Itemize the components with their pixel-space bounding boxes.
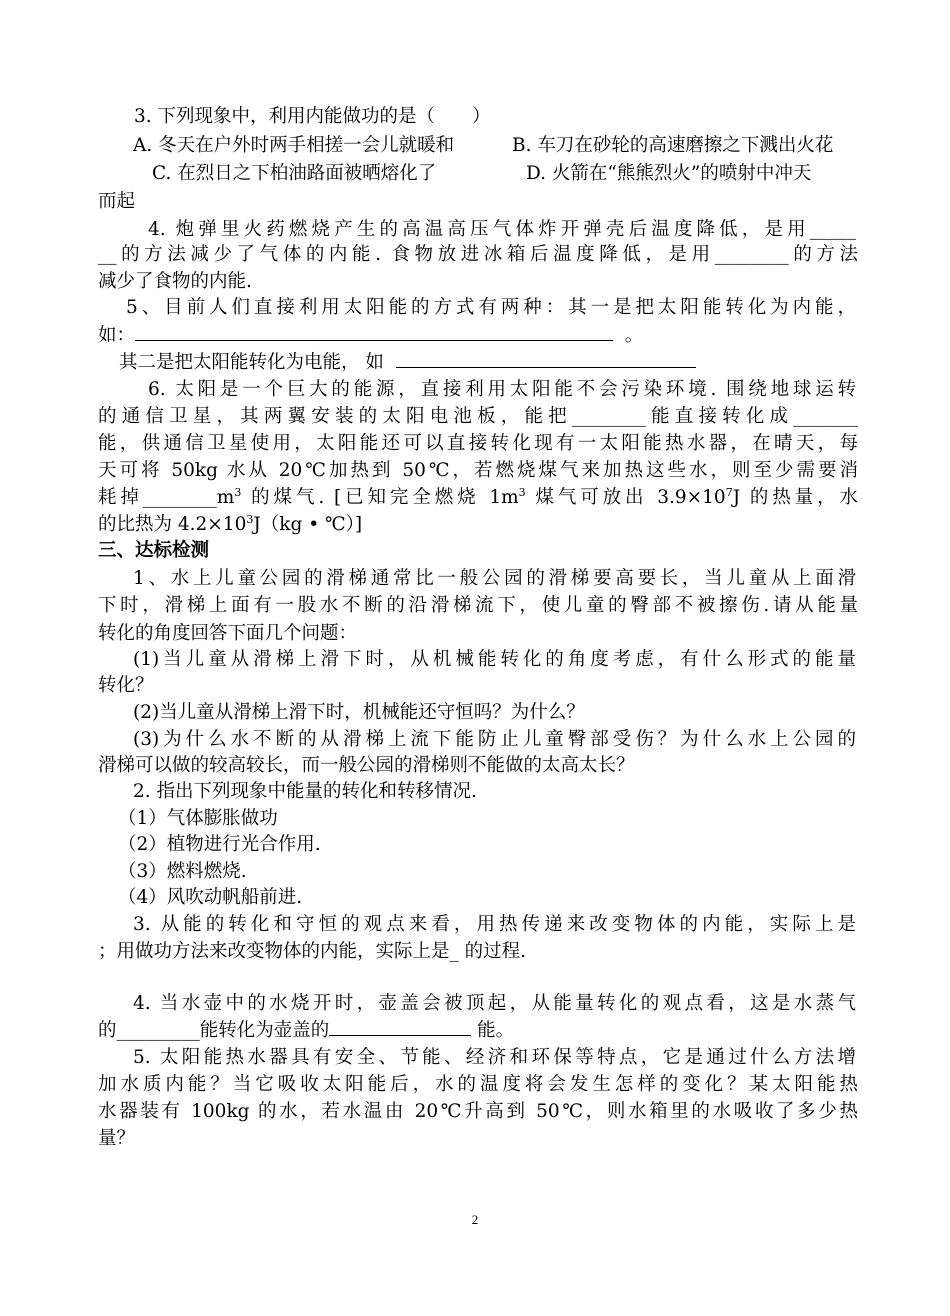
q6-line-3: 能，供通信卫星使用，太阳能还可以直接转化现有一太阳能热水器，在晴天，每 — [98, 433, 858, 454]
t4-line-1: 4. 当水壶中的水烧开时，壶盖会被顶起，从能量转化的观点看，这是水蒸气 — [133, 993, 856, 1014]
q5-blank-2[interactable] — [396, 349, 696, 368]
page-number: 2 — [471, 1212, 479, 1227]
q6-line-5-part-a: 耗掉________m — [98, 487, 235, 508]
t1-sub1-line-2: 转化？ — [98, 675, 154, 696]
t5-line-1: 5. 太阳能热水器具有安全、节能、经济和环保等特点，它是通过什么方法增 — [133, 1047, 856, 1068]
section-heading: 三、达标检测 — [98, 540, 210, 561]
q6-line-6 — [98, 511, 858, 539]
q6-line-5-part-c: 煤气可放出 3.9×10 — [525, 487, 726, 508]
q4-line-1: 4. 炮弹里火药燃烧产生的高温高压气体炸开弹壳后温度降低，是用_____ — [148, 219, 856, 240]
t1-sub2: (2)当儿童从滑梯上滑下时，机械能还守恒吗？为什么？ — [133, 702, 585, 723]
q5-line-3 — [119, 349, 879, 377]
q6-superscript-4: 3 — [246, 512, 254, 526]
t4-line-2-part-a: 的_________能转化为壶盖的 — [98, 1020, 330, 1041]
t1-line-1: 1、水上儿童公园的滑梯通常比一般公园的滑梯要高要长，当儿童从上面滑 — [133, 568, 856, 589]
t5-line-3: 水器装有 100kg 的水，若水温由 20℃升高到 50℃，则水箱里的水吸收了多少热 — [98, 1101, 858, 1122]
q6-superscript-3: 7 — [725, 485, 733, 499]
t4-blank[interactable] — [329, 1017, 471, 1036]
q3-option-c: C. 在烈日之下柏油路面被晒熔化了 — [152, 163, 437, 184]
q6-superscript-1: 3 — [234, 485, 242, 499]
q6-line-6-part-a: 的比热为 4.2×10 — [98, 514, 247, 535]
q6-line-5-part-d: J 的热量，水 — [732, 487, 858, 508]
q5-line-2 — [98, 322, 858, 350]
q6-line-5 — [98, 484, 858, 512]
q5-line-2-suffix: 。 — [624, 325, 644, 346]
t2-item-2: （2）植物进行光合作用. — [118, 834, 321, 855]
q6-line-2: 的通信卫星，其两翼安装的太阳电池板，能把________能直接转化成_______ — [98, 406, 858, 427]
q3-stem: 3. 下列现象中，利用内能做功的是（ ） — [134, 106, 491, 127]
t1-sub3-line-1: (3)为什么水不断的从滑梯上流下能防止儿童臀部受伤？为什么水上公园的 — [133, 729, 856, 750]
t3-line-1: 3. 从能的转化和守恒的观点来看，用热传递来改变物体的内能，实际上是 — [133, 914, 856, 935]
t1-line-3: 转化的角度回答下面几个问题： — [98, 623, 358, 644]
q3-option-a: A. 冬天在户外时两手相搓一会儿就暖和 — [133, 135, 455, 156]
q5-line-2-prefix: 如： — [98, 325, 136, 346]
q3-option-d-continued: 而起 — [98, 191, 136, 212]
t4-line-2-part-b: 能。 — [471, 1020, 515, 1041]
q6-superscript-2: 3 — [518, 485, 526, 499]
t4-line-2 — [98, 1017, 858, 1045]
t3-line-2: ；用做功方法来改变物体的内能，实际上是_ 的过程. — [98, 941, 527, 962]
q6-line-1: 6. 太阳是一个巨大的能源，直接利用太阳能不会污染环境. 围绕地球运转 — [148, 379, 856, 400]
t1-line-2: 下时，滑梯上面有一股水不断的沿滑梯流下，使儿童的臀部不被擦伤.请从能量 — [98, 595, 858, 616]
q3-option-b: B. 车刀在砂轮的高速磨擦之下溅出火花 — [512, 135, 834, 156]
t1-sub1-line-1: (1)当儿童从滑梯上滑下时，从机械能转化的角度考虑，有什么形式的能量 — [133, 649, 856, 670]
t5-line-4: 量？ — [98, 1128, 136, 1149]
q4-line-3: 减少了食物的内能. — [98, 271, 252, 292]
t2-stem: 2. 指出下列现象中能量的转化和转移情况. — [133, 781, 477, 802]
t1-sub3-line-2: 滑梯可以做的较高较长，而一般公园的滑梯则不能做的太高太长？ — [98, 755, 635, 776]
q5-line-3-prefix: 其二是把太阳能转化为电能， 如 — [119, 352, 384, 373]
q6-line-6-part-b: J（kg • ℃）] — [253, 514, 363, 535]
t2-item-4: （4）风吹动帆船前进. — [118, 887, 303, 908]
q3-option-d: D. 火箭在“熊熊烈火”的喷射中冲天 — [526, 163, 812, 184]
q4-line-2: __的方法减少了气体的内能. 食物放进冰箱后温度降低，是用________的方法 — [98, 244, 858, 265]
t2-item-1: （1）气体膨胀做功 — [118, 808, 278, 829]
q6-line-5-part-b: 的煤气. [已知完全燃烧 1m — [241, 487, 519, 508]
t5-line-2: 加水质内能？当它吸收太阳能后，水的温度将会发生怎样的变化？某太阳能热 — [98, 1074, 858, 1095]
q6-line-4: 天可将 50kg 水从 20℃加热到 50℃，若燃烧煤气来加热这些水，则至少需要消 — [98, 460, 858, 481]
q5-blank-1[interactable] — [135, 322, 613, 341]
t2-item-3: （3）燃料燃烧. — [118, 861, 247, 882]
q5-line-1: 5、目前人们直接利用太阳能的方式有两种：其一是把太阳能转化为内能， — [126, 297, 856, 318]
